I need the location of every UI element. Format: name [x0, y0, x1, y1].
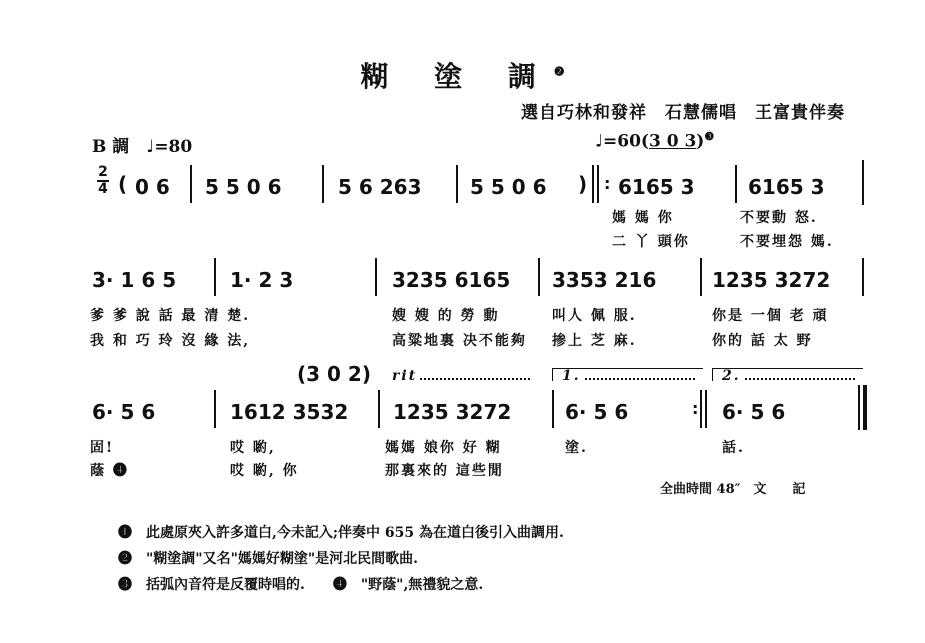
lyric-line: 話. — [722, 440, 745, 456]
lyric-line: 高粱地裏 决不能夠 — [392, 333, 527, 349]
note-group: 1· 2 3 — [230, 268, 294, 292]
volta-2: 2. — [722, 368, 741, 384]
lyric-line: 哎 喲, — [230, 440, 276, 456]
footnote-1: ❶ 此處原夾入許多道白,今未記入;伴奏中 655 為在道白後引入曲調用. — [118, 525, 564, 541]
note-group: 6· 5 6 — [722, 400, 786, 424]
bar-line — [214, 390, 216, 428]
note-group: 6165 3 — [748, 175, 825, 199]
volta-1: 1. — [562, 368, 581, 384]
repeat-barline — [700, 390, 702, 428]
lyric-line: 嫂 嫂 的 勞 動 — [392, 308, 500, 324]
final-barline — [858, 385, 860, 430]
note-group: 3· 1 6 5 — [92, 268, 177, 292]
bar-line — [538, 258, 540, 296]
note-group: 1235 3272 — [393, 400, 512, 424]
lyric-line: 你的 話 太 野 — [712, 333, 813, 349]
repeat-tempo: ♩=60(3 0 3)$^❸$ — [595, 130, 715, 152]
lyric-line: 爹 爹 說 話 最 清 楚. — [90, 308, 251, 324]
credits: 選自巧林和發祥 石慧儒唱 王富貴伴奏 — [521, 103, 845, 123]
note-group: 5 5 0 6 — [470, 175, 547, 199]
bar-line — [190, 165, 192, 203]
note-group: 5 6 263 — [338, 175, 422, 199]
lyric-line: 掺上 芝 麻. — [552, 333, 637, 349]
footnote-3: ❸ 括弧內音符是反覆時唱的. ❹ "野蔭",無禮貌之意. — [118, 577, 484, 593]
note-group: 5 5 0 6 — [205, 175, 282, 199]
bar-line — [375, 258, 377, 296]
lyric-line: 塗. — [565, 440, 588, 456]
bar-line — [862, 258, 864, 296]
lyric-line: 叫人 佩 服. — [552, 308, 637, 324]
key-and-tempo: B 調 ♩=80 — [92, 137, 193, 157]
note-group: 1612 3532 — [230, 400, 349, 424]
bar-line — [552, 390, 554, 428]
lyric-line: 二 丫 頭你 — [612, 234, 690, 250]
duration-note: 全曲時間 48″ 文 記 — [660, 482, 806, 497]
lyric-line: 不要動 怒. — [740, 210, 818, 226]
note-group: 6· 5 6 — [565, 400, 629, 424]
ritardando: rit — [392, 368, 418, 384]
lyric-line: 固! — [90, 440, 115, 456]
bar-line — [378, 390, 380, 428]
bar-line — [214, 258, 216, 296]
bar-line — [456, 165, 458, 203]
footnote-2: ❷ "糊塗調"又名"媽媽好糊塗"是河北民間歌曲. — [118, 551, 419, 567]
note-group: 6· 5 6 — [92, 400, 156, 424]
repeat-barline — [592, 165, 594, 203]
lyric-line: 那裏來的 這些閒 — [385, 463, 504, 479]
lyric-line: 蔭 ❹ — [90, 463, 129, 479]
bar-line — [700, 258, 702, 296]
note-group: 6165 3 — [618, 175, 695, 199]
lyric-line: 媽 媽 你 — [612, 210, 674, 226]
bar-line — [862, 160, 864, 205]
repeat-notes: (3 0 2) — [297, 362, 371, 386]
lyric-line: 哎 喲, 你 — [230, 463, 299, 479]
lyric-line: 不要埋怨 媽. — [740, 234, 834, 250]
time-signature: 2 4 — [98, 164, 108, 197]
note-group: 3353 216 — [552, 268, 657, 292]
lyric-line: 媽媽 娘你 好 糊 — [385, 440, 502, 456]
lyric-line: 你是 一個 老 頑 — [712, 308, 829, 324]
note-group: 1235 3272 — [712, 268, 831, 292]
note-group: 0 6 — [135, 175, 170, 199]
lyric-line: 我 和 巧 玲 沒 緣 法, — [90, 333, 251, 349]
song-title: 糊 塗 調$^❷$ — [360, 60, 565, 93]
bar-line — [735, 165, 737, 203]
note-group: 3235 6165 — [392, 268, 511, 292]
bar-line — [322, 165, 324, 203]
